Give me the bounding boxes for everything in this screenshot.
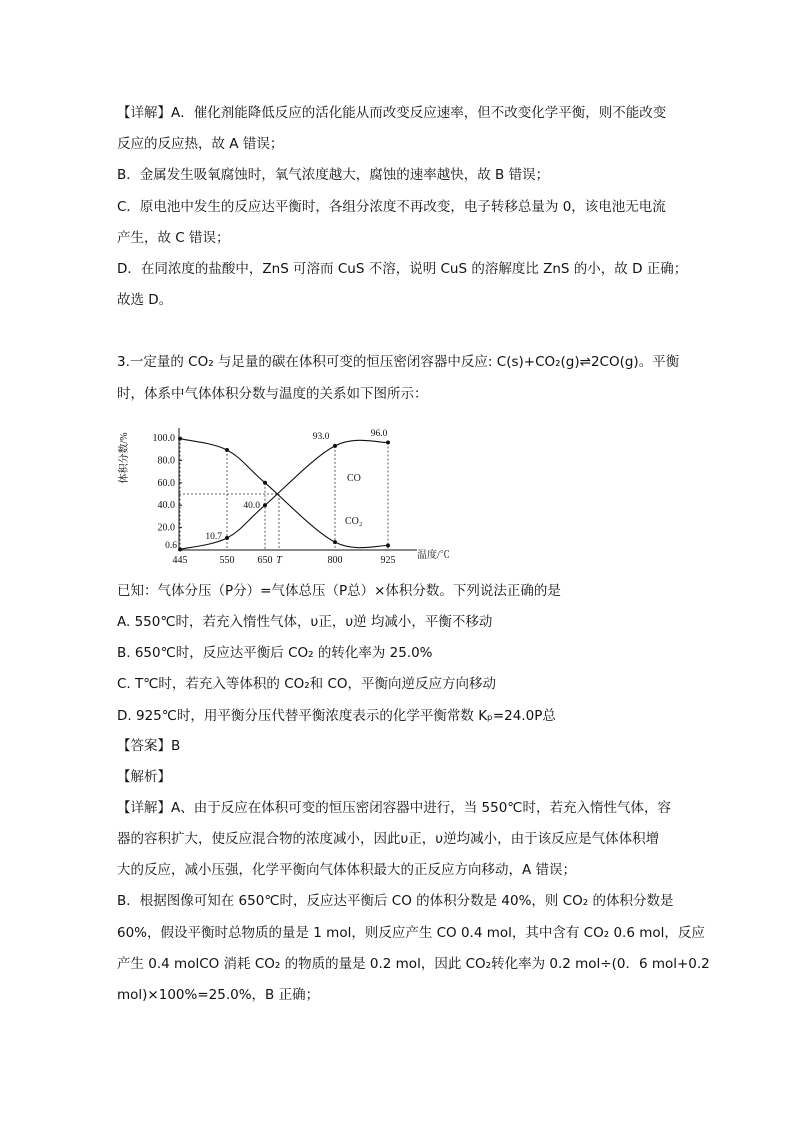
option-c: C. T℃时，若充入等体积的 CO₂和 CO，平衡向逆反应方向移动 (117, 676, 497, 692)
detail-a-line2: 器的容积扩大，使反应混合物的浓度减小，因此υ正，υ逆均减小，由于该反应是气体体积增 (117, 831, 660, 847)
analysis-label: 【解析】 (117, 769, 171, 785)
series-label-co2: CO₂ (345, 516, 363, 527)
question-stem-line2: 时，体系中气体体积分数与温度的关系如下图所示： (117, 386, 428, 402)
data-point (225, 536, 229, 540)
x-tick-label: 445 (172, 555, 188, 566)
series-label-co: CO (347, 473, 361, 484)
answer-label: 【答案】B (117, 738, 181, 754)
chart-marks (165, 429, 390, 551)
detail-b-line1: B．根据图像可知在 650℃时，反应达平衡后 CO 的体积分数是 40%，则 CO₂ 的体积分数是 (117, 893, 674, 909)
x-tick-label: 925 (380, 555, 396, 566)
y-tick-label: 40.0 (157, 500, 175, 512)
explain-conclusion: 故选 D。 (117, 292, 173, 308)
y-tick-label: 20.0 (157, 522, 175, 534)
data-point (386, 544, 390, 548)
option-d: D. 925℃时，用平衡分压代替平衡浓度表示的化学平衡常数 Kₚ=24.0P总 (117, 708, 556, 724)
detail-b-line4: mol)×100%=25.0%，B 正确； (117, 987, 320, 1003)
data-label: 0.6 (165, 541, 177, 551)
y-tick-label: 80.0 (157, 455, 175, 467)
data-point (178, 547, 182, 551)
data-point (333, 444, 337, 448)
option-b: B. 650℃时，反应达平衡后 CO₂ 的转化率为 25.0% (117, 645, 433, 661)
data-label: 93.0 (312, 432, 330, 442)
data-point (386, 440, 390, 444)
chart-axes (153, 428, 418, 566)
question-stem-line1: 3.一定量的 CO₂ 与足量的碳在体积可变的恒压密闭容器中反应: C(s)+CO₂(g)⇌2CO(g)。平衡 (117, 354, 680, 370)
explain-detail-c-line2: 产生，故 C 错误； (117, 230, 230, 246)
explain-detail-d-line1: D．在同浓度的盐酸中，ZnS 可溶而 CuS 不溶，说明 CuS 的溶解度比 ZnS 的小，故 D 正确； (117, 261, 688, 277)
data-point (333, 540, 337, 544)
data-point (225, 448, 229, 452)
y-axis-label: 体积分数/% (119, 432, 130, 484)
data-point (263, 481, 267, 485)
detail-a-line1: 【详解】A、由于反应在体积可变的恒压密闭容器中进行，当 550℃时，若充入惰性气体，容 (117, 800, 671, 816)
x-axis-label: 温度/℃ (417, 550, 450, 561)
given-condition: 已知：气体分压（P分）=气体总压（P总）×体积分数。下列说法正确的是 (117, 583, 561, 599)
x-tick-label: 800 (327, 555, 343, 566)
explain-detail-c-line1: C．原电池中发生的反应达平衡时，各组分浓度不再改变，电子转移总量为 0，该电池无电流 (117, 199, 666, 215)
detail-b-line3: 产生 0.4 molCO 消耗 CO₂ 的物质的量是 0.2 mol，因此 CO₂转化率为 0.2 mol÷(0．6 mol+0.2 (117, 956, 710, 972)
explain-detail-a-line2: 反应的反应热，故 A 错误； (117, 136, 284, 152)
y-tick-label: 100.0 (152, 433, 175, 444)
detail-b-line2: 60%，假设平衡时总物质的量是 1 mol，则反应产生 CO 0.4 mol，其中含有 CO₂ 0.6 mol，反应 (117, 925, 705, 941)
explain-detail-a-line1: 【详解】A．催化剂能降低反应的活化能从而改变反应速率，但不改变化学平衡，则不能改变 (117, 105, 667, 121)
detail-a-line3: 大的反应，减小压强，化学平衡向气体体积最大的正反应方向移动，A 错误； (117, 862, 577, 878)
x-tick-label: 650 (257, 555, 273, 566)
chart-svg (117, 418, 455, 570)
data-label: 96.0 (370, 429, 388, 439)
data-label: 40.0 (243, 501, 260, 511)
x-tick-label: T (276, 555, 282, 566)
data-point (178, 437, 182, 441)
data-label: 10.7 (205, 532, 222, 542)
volume-fraction-chart (117, 418, 455, 570)
y-tick-label: 60.0 (157, 477, 175, 489)
x-tick-label: 550 (219, 555, 235, 566)
data-point (263, 503, 267, 507)
option-a: A. 550℃时，若充入惰性气体，υ正，υ逆 均减小，平衡不移动 (117, 614, 493, 630)
explain-detail-b: B．金属发生吸氧腐蚀时，氧气浓度越大，腐蚀的速率越快，故 B 错误； (117, 167, 550, 183)
